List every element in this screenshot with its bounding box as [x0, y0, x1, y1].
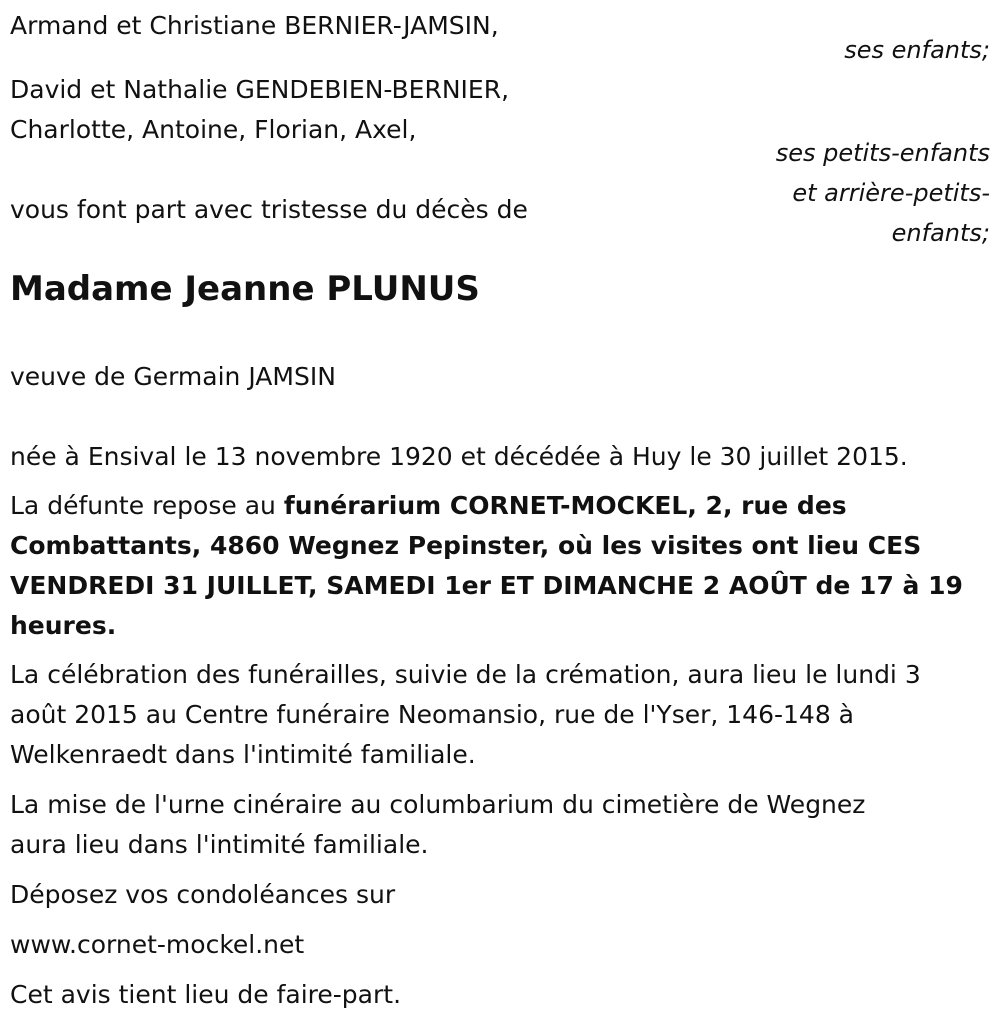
ceremony-line-1: La célébration des funérailles, suivie de la crémation, aura lieu le lundi 3: [10, 660, 921, 689]
widow-of: veuve de Germain JAMSIN: [10, 362, 336, 391]
announcement-text: vous font part avec tristesse du décès de: [10, 195, 528, 224]
grandchildren-role-line-2: et arrière-petits-: [792, 179, 990, 207]
condolences-link[interactable]: www.cornet-mockel.net: [10, 930, 305, 959]
ceremony-line-3: Welkenraedt dans l'intimité familiale.: [10, 740, 476, 769]
visitation-line-3: VENDREDI 31 JUILLET, SAMEDI 1er ET DIMANCHE 2 AOÛT de 17 à 19: [10, 571, 963, 600]
grandchildren-names-line-2: Charlotte, Antoine, Florian, Axel,: [10, 115, 417, 144]
ceremony-line-2: août 2015 au Centre funéraire Neomansio, rue de l'Yser, 146-148 à: [10, 700, 854, 729]
visitation-line-4: heures.: [10, 611, 117, 640]
grandchildren-names-line-1: David et Nathalie GENDEBIEN-BERNIER,: [10, 75, 510, 104]
children-names: Armand et Christiane BERNIER-JAMSIN,: [10, 11, 499, 40]
urn-line-1: La mise de l'urne cinéraire au columbarium du cimetière de Wegnez: [10, 790, 866, 819]
visitation-location: funérarium CORNET-MOCKEL, 2, rue des: [283, 491, 847, 520]
visitation-prefix: La défunte repose au: [10, 491, 284, 520]
grandchildren-role-line-3: enfants;: [891, 219, 990, 247]
notice-text: Cet avis tient lieu de faire-part.: [10, 980, 402, 1009]
condolences-text: Déposez vos condoléances sur: [10, 880, 396, 909]
deceased-name: Madame Jeanne PLUNUS: [10, 269, 480, 309]
visitation-line-2: Combattants, 4860 Wegnez Pepinster, où les visites ont lieu CES: [10, 531, 922, 560]
children-role: ses enfants;: [844, 36, 990, 64]
visitation-line-1: [10, 486, 847, 526]
birth-death-info: née à Ensival le 13 novembre 1920 et décédée à Huy le 30 juillet 2015.: [10, 442, 908, 471]
grandchildren-role-line-1: ses petits-enfants: [775, 139, 990, 167]
urn-line-2: aura lieu dans l'intimité familiale.: [10, 830, 429, 859]
